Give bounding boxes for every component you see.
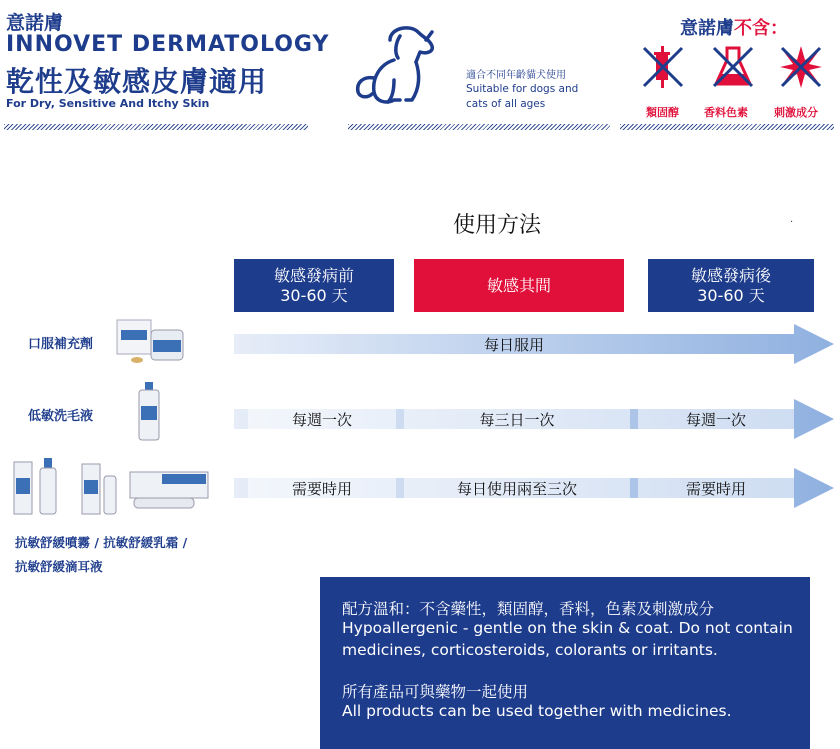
- no-syringe-icon: [640, 44, 686, 90]
- phase-before-line1: 敏感發病前: [273, 265, 354, 285]
- phase-before: [234, 259, 394, 312]
- suitable-text-cn: 適合不同年齡貓犬使用: [466, 70, 566, 81]
- row-cell: 每日服用: [483, 335, 544, 354]
- brand-name-en: INNOVET DERMATOLOGY: [6, 32, 330, 57]
- free-from-title-brand: 意諾膚: [680, 18, 734, 39]
- product-oral-image: [115, 316, 187, 366]
- phase-after-line1: 敏感發病後: [690, 265, 771, 285]
- suitable-text-en: cats of all ages: [466, 98, 546, 110]
- row-cell: 每日使用兩至三次: [404, 478, 630, 498]
- hatch-divider: [4, 124, 308, 130]
- topical-products-caption: 抗敏舒緩噴霧 / 抗敏舒緩乳霜 /: [15, 535, 188, 550]
- info-line-en: medicines, corticosteroids, colorants or irritants.: [342, 641, 718, 659]
- subtitle-en: For Dry, Sensitive And Itchy Skin: [6, 97, 210, 110]
- product-shampoo-image: [136, 382, 162, 442]
- row-cell: 每三日一次: [404, 409, 630, 429]
- no-irritant-icon: [778, 44, 824, 90]
- phase-before-line2: 30-60 天: [280, 285, 348, 305]
- free-from-label: 類固醇: [646, 106, 679, 119]
- info-line-cn: 配方溫和：不含藥性，類固醇，香料，色素及刺激成分: [342, 600, 715, 618]
- suitable-text-en: Suitable for dogs and: [466, 83, 579, 95]
- subtitle-cn: 乾性及敏感皮膚適用: [6, 65, 268, 98]
- free-from-label: 刺激成分: [774, 106, 818, 119]
- row-label-shampoo: 低敏洗毛液: [28, 409, 94, 424]
- hatch-divider: [348, 124, 610, 130]
- row-cell: 需要時用: [638, 478, 794, 498]
- row-cell: 每週一次: [638, 409, 794, 429]
- stray-dot: .: [790, 214, 794, 225]
- phase-during: [414, 259, 624, 312]
- usage-arrow: [234, 399, 834, 439]
- phase-after-line2: 30-60 天: [697, 285, 765, 305]
- info-line-en: All products can be used together with medicines.: [342, 702, 732, 720]
- free-from-title-suffix: 不含：: [734, 18, 788, 39]
- usage-arrow: [234, 468, 834, 508]
- phase-during-line1: 敏感其間: [486, 275, 551, 295]
- no-flask-icon: [710, 44, 756, 90]
- usage-arrow: [234, 324, 834, 364]
- info-box: [320, 577, 810, 749]
- hatch-divider: [620, 124, 834, 130]
- topical-products-caption: 抗敏舒緩滴耳液: [15, 559, 103, 574]
- row-cell: 需要時用: [248, 478, 396, 498]
- dog-icon: [350, 18, 446, 114]
- usage-title: 使用方法: [453, 213, 542, 238]
- phase-after: [648, 259, 814, 312]
- row-cell: 每週一次: [248, 409, 396, 429]
- row-label-oral: 口服補充劑: [28, 337, 94, 352]
- free-from-title: [680, 14, 788, 40]
- product-topical-image: [12, 458, 212, 520]
- free-from-label: 香料色素: [704, 106, 748, 119]
- info-line-en: Hypoallergenic - gentle on the skin & coat. Do not contain: [342, 619, 793, 637]
- brand-name-cn: 意諾膚: [6, 12, 64, 34]
- info-line-cn: 所有產品可與藥物一起使用: [342, 683, 529, 701]
